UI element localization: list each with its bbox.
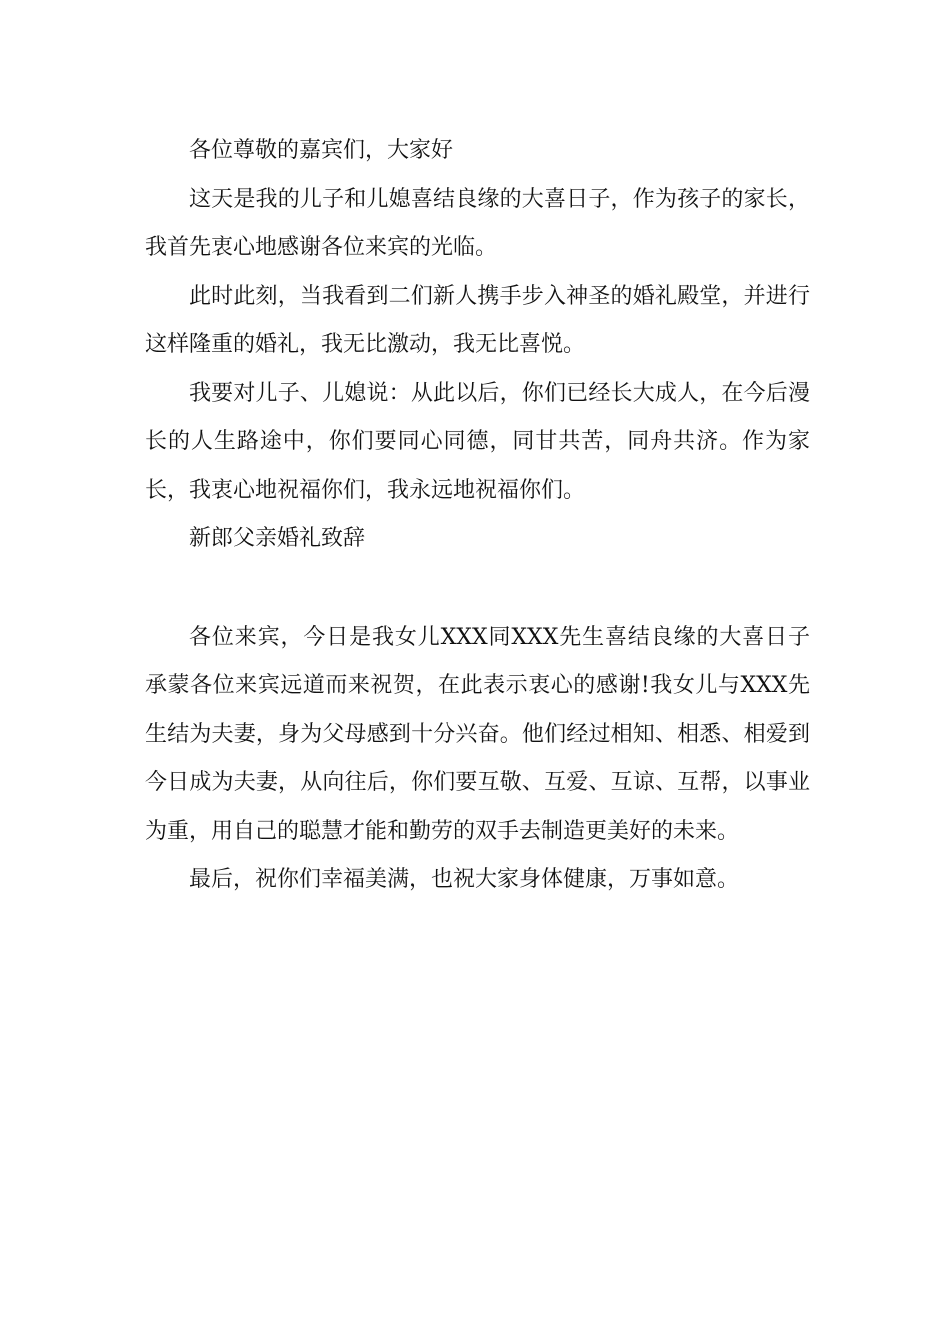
section-title: 新郎父亲婚礼致辞 (189, 526, 366, 551)
paragraph: 这天是我的儿子和儿媳喜结良缘的大喜日子，作为孩子的家长，我首先衷心地感谢各位来宾的光临。 (145, 186, 810, 260)
document-body (145, 127, 810, 905)
greeting-line: 各位尊敬的嘉宾们，大家好 (189, 138, 454, 163)
paragraph: 各位来宾，今日是我女儿XXX同XXX先生喜结良缘的大喜日子承蒙各位来宾远道而来祝贺，在此表示衷心的感谢!我女儿与XXX先生结为夫妻，身为父母感到十分兴奋。他们经过相知、相悉、相爱到今日成为夫妻，从向往后，你们要互敬、互爱、互谅、互帮，以事业为重，用自己的聪慧才能和勤劳的双手去制造更美好的未来。 (145, 624, 810, 844)
paragraph: 此时此刻，当我看到二们新人携手步入神圣的婚礼殿堂，并进行这样隆重的婚礼，我无比激动，我无比喜悦。 (145, 283, 810, 357)
closing-paragraph: 最后，祝你们幸福美满，也祝大家身体健康，万事如意。 (189, 867, 740, 892)
blank-line (145, 564, 810, 614)
paragraph: 我要对儿子、儿媳说：从此以后，你们已经长大成人，在今后漫长的人生路途中，你们要同心同德，同甘共苦，同舟共济。作为家长，我衷心地祝福你们，我永远地祝福你们。 (145, 380, 810, 503)
